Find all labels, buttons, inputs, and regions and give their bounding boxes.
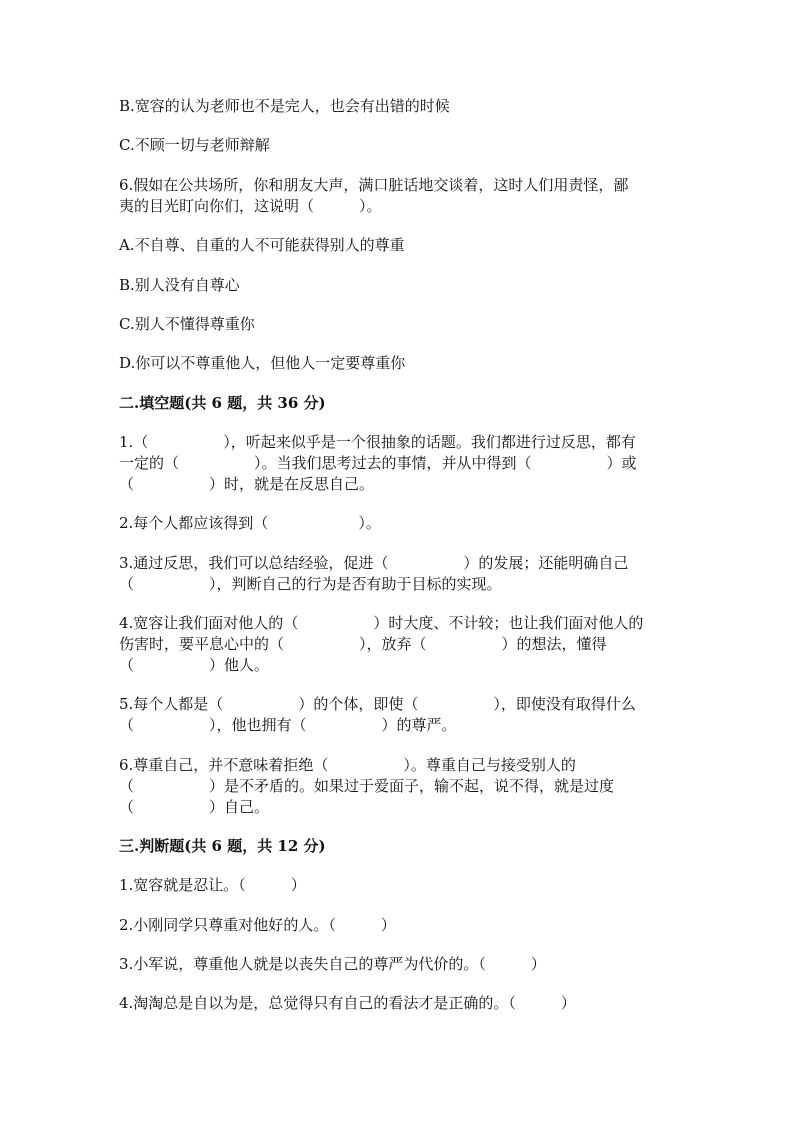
q6-stem-line-2: 夷的目光盯向你们，这说明（ ）。 (119, 197, 382, 215)
section-2-heading: 二.填空题(共 6 题，共 36 分) (119, 394, 326, 412)
fill-q5-line-2: （ ），他也拥有（ ）的尊严。 (119, 716, 457, 734)
q6-option-b: B.别人没有自尊心 (119, 276, 240, 294)
fill-q2-line-1: 2.每个人都应该得到（ ）。 (119, 514, 381, 532)
fill-q3-line-1: 3.通过反思，我们可以总结经验，促进（ ）的发展；还能明确自己 (119, 554, 629, 572)
fill-q1-line-2: 一定的（ ）。当我们思考过去的事情，并从中得到（ ）或 (119, 454, 637, 472)
q6-stem-line-1: 6.假如在公共场所，你和朋友大声，满口脏话地交谈着，这时人们用责怪，鄙 (119, 176, 629, 194)
section-3-heading: 三.判断题(共 6 题，共 12 分) (119, 837, 326, 855)
fill-q4-line-1: 4.宽容让我们面对他人的（ ）时大度、不计较；也让我们面对他人的 (119, 614, 644, 632)
judge-q4: 4.淘淘总是自以为是，总觉得只有自己的看法才是正确的。（ ） (119, 994, 576, 1012)
fill-q1-line-1: 1.（ ），听起来似乎是一个很抽象的话题。我们都进行过反思，都有 (119, 433, 636, 451)
fill-q1-line-3: （ ）时，就是在反思自己。 (119, 475, 375, 493)
q6-option-c: C.别人不懂得尊重你 (119, 315, 255, 333)
q5-option-b: B.宽容的认为老师也不是完人，也会有出错的时候 (119, 97, 450, 115)
q6-option-a: A.不自尊、自重的人不可能获得别人的尊重 (119, 236, 405, 254)
fill-q4-line-3: （ ）他人。 (119, 656, 270, 674)
judge-q2: 2.小刚同学只尊重对他好的人。（ ） (119, 916, 396, 934)
judge-q1: 1.宽容就是忍让。（ ） (119, 876, 306, 894)
q5-option-c: C.不顾一切与老师辩解 (119, 136, 270, 154)
fill-q6-line-3: （ ）自己。 (119, 798, 270, 816)
fill-q6-line-2: （ ）是不矛盾的。如果过于爱面子，输不起，说不得，就是过度 (119, 777, 615, 795)
judge-q3: 3.小军说，尊重他人就是以丧失自己的尊严为代价的。（ ） (119, 955, 546, 973)
fill-q3-line-2: （ ），判断自己的行为是否有助于目标的实现。 (119, 575, 502, 593)
fill-q5-line-1: 5.每个人都是（ ）的个体，即使（ ），即使没有取得什么 (119, 695, 636, 713)
fill-q4-line-2: 伤害时，要平息心中的（ ），放弃（ ）的想法，懂得 (119, 635, 607, 653)
q6-option-d: D.你可以不尊重他人，但他人一定要尊重你 (119, 354, 406, 372)
fill-q6-line-1: 6.尊重自己，并不意味着拒绝（ ）。尊重自己与接受别人的 (119, 756, 576, 774)
